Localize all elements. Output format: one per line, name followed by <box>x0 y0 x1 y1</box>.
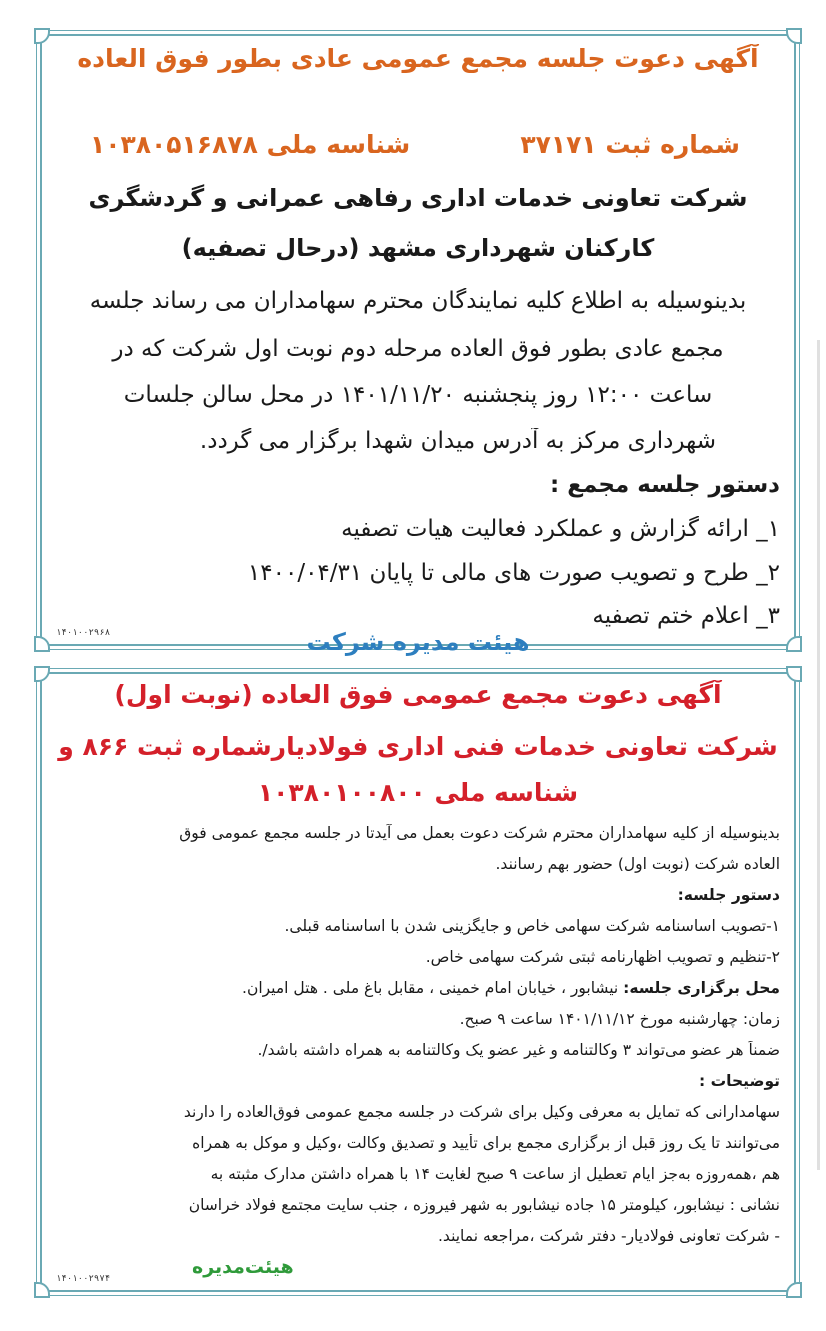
notice-1-title: آگهی دعوت جلسه مجمع عمومی عادی بطور فوق العاده <box>77 44 759 73</box>
registration-number: شماره ثبت ۳۷۱۷۱ <box>520 130 740 159</box>
notes-line: - شرکت تعاونی فولادیار- دفتر شرکت ،مراجعه نمایند. <box>438 1227 780 1245</box>
notes-line: هم ،همه‌روزه به‌جز ایام تعطیل از ساعت ۹ صبح لغایت ۱۴ با همراه داشتن مدارک مثبته به <box>210 1165 780 1183</box>
notice-1-box <box>40 34 796 656</box>
venue-line <box>56 979 780 997</box>
time-line: زمان: چهارشنبه مورخ ۱۴۰۱/۱۱/۱۲ ساعت ۹ صبح. <box>459 1010 780 1028</box>
corner-ornament <box>786 1282 802 1298</box>
national-id: شناسه ملی ۱۰۳۸۰۵۱۶۸۷۸ <box>90 130 411 159</box>
corner-ornament <box>34 28 50 44</box>
notice-1-signature: هیئت مدیره شرکت <box>306 628 530 656</box>
notice-2-code: ۱۴۰۱۰۰۲۹۷۴ <box>56 1274 111 1284</box>
corner-ornament <box>786 666 802 682</box>
proxy-line: ضمناً هر عضو می‌تواند ۳ وکالتنامه و غیر عضو یک وکالتنامه به همراه داشته باشد/. <box>257 1041 780 1059</box>
company-name-line-2: کارکنان شهرداری مشهد (درحال تصفیه) <box>181 234 655 262</box>
corner-ornament <box>34 1282 50 1298</box>
corner-ornament <box>786 636 802 652</box>
notes-title: توضیحات : <box>698 1072 780 1090</box>
notice-2-company-line-1: شرکت تعاونی خدمات فنی اداری فولادیارشماره ثبت ۸۶۶ و <box>58 732 778 761</box>
notice-1-registration-row <box>56 130 780 164</box>
corner-ornament <box>786 28 802 44</box>
agenda-item: ۱_ ارائه گزارش و عملکرد فعالیت هیات تصفیه <box>341 516 780 542</box>
body-line: بدینوسیله از کلیه سهامداران محترم شرکت دعوت بعمل می آیدتا در جلسه مجمع عمومی فوق <box>179 824 780 842</box>
notice-1-code: ۱۴۰۱۰۰۲۹۶۸ <box>56 628 111 638</box>
agenda-title: دستور جلسه مجمع : <box>550 472 780 498</box>
body-line: العاده شرکت (نوبت اول) حضور بهم رسانند. <box>495 855 780 873</box>
body-line: ساعت ۱۲:۰۰ روز پنجشنبه ۱۴۰۱/۱۱/۲۰ در محل سالن جلسات <box>123 382 713 408</box>
body-line: بدینوسیله به اطلاع کلیه نمایندگان محترم سهامداران می رساند جلسه <box>89 288 747 314</box>
agenda-item: ۱-تصویب اساسنامه شرکت سهامی خاص و جایگزینی شدن با اساسنامه قبلی. <box>284 917 780 935</box>
body-line: مجمع عادی بطور فوق العاده مرحله دوم نوبت اول شرکت که در <box>112 336 724 362</box>
agenda-item: ۲_ طرح و تصویب صورت های مالی تا پایان ۱۴۰۰/۰۴/۳۱ <box>247 560 780 586</box>
body-line: شهرداری مرکز به آدرس میدان شهدا برگزار می گردد. <box>199 428 716 454</box>
agenda-item: ۲-تنظیم و تصویب اظهارنامه ثبتی شرکت سهامی خاص. <box>425 948 780 966</box>
notes-line: نشانی : نیشابور، کیلومتر ۱۵ جاده نیشابور به شهر فیروزه ، جنب سایت مجتمع فولاد خراسان <box>188 1196 780 1214</box>
agenda-title: دستور جلسه: <box>677 886 780 904</box>
notice-2-box <box>40 672 796 1292</box>
corner-ornament <box>34 666 50 682</box>
notes-line: می‌توانند تا یک روز قبل از برگزاری مجمع برای تأیید و تصدیق وکالت ،وکیل و موکل به همراه <box>192 1134 780 1152</box>
notes-line: سهامدارانی که تمایل به معرفی وکیل برای شرکت در جلسه مجمع عمومی فوق‌العاده را دارند <box>183 1103 780 1121</box>
notice-2-signature: هیئت‌مدیره <box>192 1256 294 1278</box>
notice-2-company-line-2: شناسه ملی ۱۰۳۸۰۱۰۰۸۰۰ <box>257 778 579 807</box>
page-edge-mark <box>817 340 820 1170</box>
venue-text: نیشابور ، خیابان امام خمینی ، مقابل باغ ملی . هتل امیران. <box>242 979 624 997</box>
notice-2-title: آگهی دعوت مجمع عمومی فوق العاده (نوبت اول) <box>114 680 722 709</box>
venue-label: محل برگزاری جلسه: <box>623 979 780 997</box>
corner-ornament <box>34 636 50 652</box>
company-name-line-1: شرکت تعاونی خدمات اداری رفاهی عمرانی و گردشگری <box>88 184 748 212</box>
agenda-item: ۳_ اعلام ختم تصفیه <box>592 603 780 629</box>
